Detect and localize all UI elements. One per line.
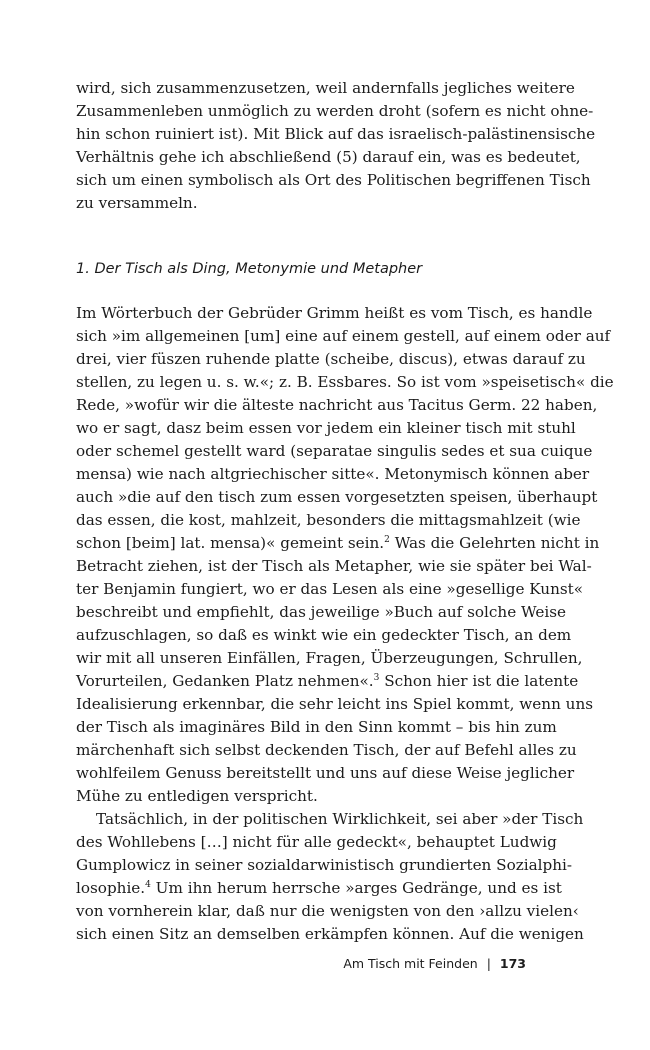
text-line: märchenhaft sich selbst deckenden Tisch, der auf Befehl alles zu <box>76 741 577 759</box>
text-line: wohlfeilem Genuss bereitstellt und uns auf diese Weise jeglicher <box>76 764 575 782</box>
footnote-marker[interactable]: 3 <box>373 673 380 683</box>
text-line: sich um einen symbolisch als Ort des Politischen begriffenen Tisch <box>76 171 591 189</box>
text-line: Verhältnis gehe ich abschließend (5) darauf ein, was es bedeutet, <box>76 148 581 166</box>
text-line: Betracht ziehen, ist der Tisch als Metapher, wie sie später bei Wal- <box>76 557 592 575</box>
text-line: oder schemel gestellt ward (separatae singulis sedes et sua cuique <box>76 442 593 460</box>
text-run: losophie. <box>76 879 146 897</box>
text-line <box>76 877 562 900</box>
text-line: Gumplowicz in seiner sozialdarwinistisch grundierten Sozialphi- <box>76 856 572 874</box>
text-line: sich »im allgemeinen [um] eine auf einem gestell, auf einem oder auf <box>76 327 611 345</box>
footer-separator: | <box>486 956 491 971</box>
text-run: Schon hier ist die latente <box>379 672 579 690</box>
text-line: von vornherein klar, daß nur die wenigsten von den ›allzu vielen‹ <box>76 902 579 920</box>
text-line: des Wohllebens […] nicht für alle gedeckt«, behauptet Ludwig <box>76 833 557 851</box>
text-line: das essen, die kost, mahlzeit, besonders die mittagsmahlzeit (wie <box>76 511 581 529</box>
text-line: zu versammeln. <box>76 194 198 212</box>
text-line: hin schon ruiniert ist). Mit Blick auf das israelisch-palästinensische <box>76 125 596 143</box>
text-line: Idealisierung erkennbar, die sehr leicht ins Spiel kommt, wenn uns <box>76 695 594 713</box>
footnote-marker[interactable]: 2 <box>384 535 390 545</box>
page-number: 173 <box>499 956 526 971</box>
section-heading: 1. Der Tisch als Ding, Metonymie und Metapher <box>76 261 423 277</box>
page-footer <box>343 955 526 973</box>
text-run: Vorurteilen, Gedanken Platz nehmen«. <box>76 672 374 690</box>
text-line: sich einen Sitz an demselben erkämpfen können. Auf die wenigen <box>76 925 584 943</box>
text-line <box>76 670 579 693</box>
running-title: Am Tisch mit Feinden <box>343 956 478 971</box>
text-line: ter Benjamin fungiert, wo er das Lesen als eine »gesellige Kunst« <box>76 580 584 598</box>
text-run: schon [beim] lat. mensa)« gemeint sein. <box>76 534 385 552</box>
text-line: aufzuschlagen, so daß es winkt wie ein gedeckter Tisch, an dem <box>76 626 572 644</box>
text-line <box>76 532 600 555</box>
text-line: beschreibt und empfiehlt, das jeweilige »Buch auf solche Weise <box>76 603 567 621</box>
text-line: Tatsächlich, in der politischen Wirklichkeit, sei aber »der Tisch <box>96 810 584 828</box>
text-line: auch »die auf den tisch zum essen vorgesetzten speisen, überhaupt <box>76 488 598 506</box>
footnote-marker[interactable]: 4 <box>145 880 151 890</box>
text-line: Zusammenleben unmöglich zu werden droht (sofern es nicht ohne- <box>76 102 594 120</box>
text-line: wo er sagt, dasz beim essen vor jedem ein kleiner tisch mit stuhl <box>76 419 576 437</box>
text-line: Rede, »wofür wir die älteste nachricht aus Tacitus Germ. 22 haben, <box>76 396 598 414</box>
text-run: Was die Gelehrten nicht in <box>389 534 600 552</box>
text-line: wird, sich zusammenzusetzen, weil andernfalls jegliches weitere <box>76 79 575 97</box>
text-line: Im Wörterbuch der Gebrüder Grimm heißt es vom Tisch, es handle <box>76 304 593 322</box>
text-line: drei, vier füszen ruhende platte (scheibe, discus), etwas darauf zu <box>76 350 586 368</box>
text-line: Mühe zu entledigen verspricht. <box>76 787 318 805</box>
text-line: wir mit all unseren Einfällen, Fragen, Überzeugungen, Schrullen, <box>76 649 583 667</box>
text-line: mensa) wie nach altgriechischer sitte«. Metonymisch können aber <box>76 465 590 483</box>
text-run: Um ihn herum herrsche »arges Gedränge, und es ist <box>150 879 562 897</box>
text-line: der Tisch als imaginäres Bild in den Sinn kommt – bis hin zum <box>76 718 557 736</box>
text-line: stellen, zu legen u. s. w.«; z. B. Essbares. So ist vom »speisetisch« die <box>76 373 614 391</box>
